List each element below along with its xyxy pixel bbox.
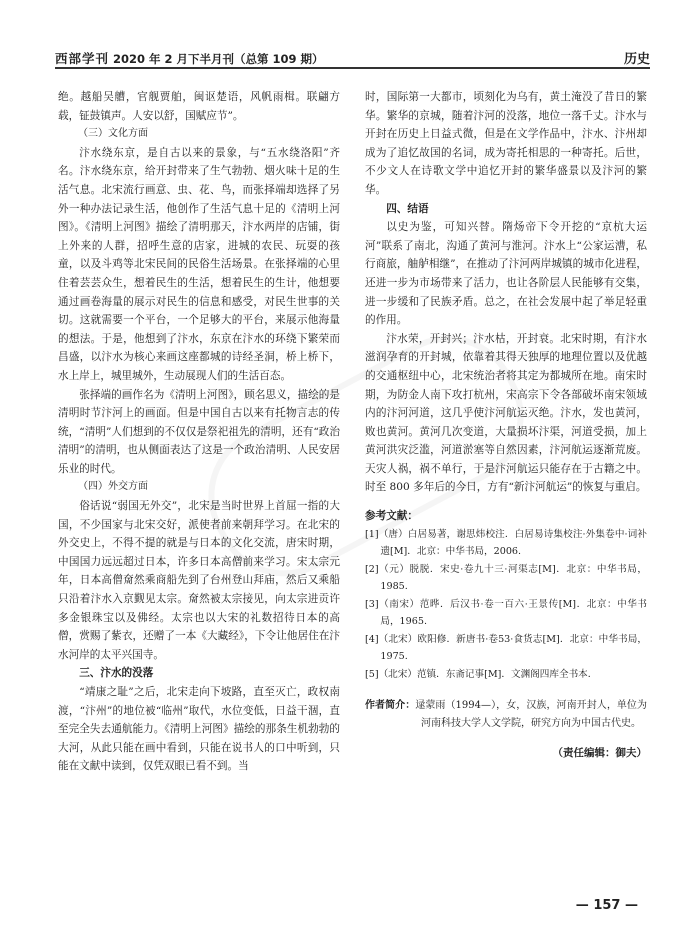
paragraph: “靖康之耻”之后，北宋走向下坡路，直至灭亡，政权南渡，“汴州”的地位被“临州”取代，水位变低，日益干涸，直至完全失去通航能力。《清明上河图》描绘的那条生机勃勃的大河，从此只能在画中看到，只能在说书人的口中听到，只能在文献中读到，仅凭双眼已看不到。当 [58, 686, 340, 773]
reference-item: [1]（唐）白居易著，谢思炜校注．白居易诗集校注·外集卷中·词补遗[M]．北京：中华书局，2006. [365, 528, 647, 558]
paragraph: 张择端的画作名为《清明上河图》，顾名思义，描绘的是清明时节汴河上的画面。但是中国自古以来有托物言志的传统，“清明”人们想到的不仅仅是祭祀祖先的清明，还有“政治清明”的清明，也从侧面表达了这是一个政治清明、人民安居乐业的时代。 [58, 388, 340, 475]
paragraph: 时，国际第一大都市，顷刻化为乌有，黄土淹没了昔日的繁华。繁华的京城，随着汴河的没落，地位一落千丈。汴水与开封在历史上日益式微，但是在文学作品中，汴水、汴州却成为了追忆故国的名词，成为寄托相思的一种寄托。后世，不少文人在诗歌文学中追忆开封的繁华盛景以及汴河的繁华。 [365, 91, 647, 196]
paragraph: 汴水荣，开封兴；汴水枯，开封衰。北宋时期，有汴水滋润孕育的开封城，依靠着其得天独厚的地理位置以及优越的交通枢纽中心，北宋统治者将其定为都城所在地。南宋时期，为防金人南下攻打杭州，宋高宗下令各部破坏南宋领域内的汴河河道，这几乎使汴河航运灭绝。汴水，发也黄河，败也黄河。黄河几次变道，大量损坏汴渠，河道受损，加上黄河洪灾泛滥，河道淤塞等自然因素，汴河航运逐渐荒废。天灾人祸，祸不单行，于是汴河航运只能存在于古籍之中。时至 800 多年后的今日，方有“新汴河航运”的恢复与重启。 [365, 332, 647, 494]
reference-item: [2]（元）脱脱．宋史·卷九十三·河渠志[M]．北京：中华书局，1985. [365, 563, 647, 593]
subheading: （四）外交方面 [78, 481, 148, 493]
reference-item: [3]（南宋）范晔．后汉书·卷一百六·王景传[M]．北京：中华书局，1965. [365, 598, 647, 628]
right-column [365, 88, 647, 763]
editor-credit: （责任编辑：御夫） [552, 747, 647, 760]
paragraph: 以史为鉴，可知兴替。隋炀帝下令开挖的“京杭大运河”联系了南北，沟通了黄河与淮河。汴水上“公家运漕，私行商旅，舳舻相继”，在推动了汴河两岸城镇的城市化进程，还进一步为市场带来了活力，也让各阶层人民能够有交集，进一步缓和了民族矛盾。总之，在社会发展中起了举足轻重的作用。 [365, 221, 647, 327]
journal-name: 西部学刊 [55, 51, 110, 66]
header-rule [55, 67, 650, 69]
author-label: 作者简介： [365, 700, 416, 712]
subheading: （三）文化方面 [78, 128, 148, 140]
author-bio [365, 697, 647, 732]
references-heading: 参考文献： [365, 510, 418, 523]
paragraph: 汴水绕东京，是自古以来的景象，与“五水绕洛阳”齐名。汴水绕东京，给开封带来了生气勃勃、烟火味十足的生活气息。北宋流行画意、虫、花、鸟，而张择端却选择了另外一种办法记录生活，他创作了生活气息十足的《清明上河图》。《清明上河图》描绘了清明那天，汴水两岸的店铺，街上外来的人群，招呼生意的店家，进城的农民、玩耍的孩童，以及斗鸡等北宋民间的民俗生活场景。在张择端的心里住着芸芸众生，想着民生的生活，想着民生的生计，他想要通过画卷海量的展示对民生的信息和感受，对民生世事的关切。这就需要一个平台，一个足够大的平台，来展示他海量的想法。于是，他想到了汴水，东京在汴水的环绕下繁荣而昌盛，以汴水为核心来画这座都城的诗经圣洞，桥上桥下，水上岸上，城里城外，生动展现人们的生活百态。 [58, 146, 340, 382]
section-heading: 三、汴水的没落 [79, 667, 154, 680]
section-label: 历史 [623, 52, 650, 67]
journal-info [55, 49, 324, 67]
page-number: — 157 — [575, 898, 638, 913]
left-column [58, 88, 340, 776]
paragraph: 绝。越船吴艚，官舰贾舶，闽讴楚语，风帆雨楫。联翩方载，钲鼓镇声。人安以舒，国赋应节”。 [58, 91, 340, 122]
paragraph: 俗话说“弱国无外交”，北宋是当时世界上首屈一指的大国，不少国家与北宋交好，派使者前来朝拜学习。在北宋的外交史上，不得不提的就是与日本的文化交流，唐宋时期，中国国力远远超过日本，许多日本高僧前来学习。宋太宗元年，日本高僧奝然乘商船先到了台州登山拜庙，然后又乘船只沿着汴水入京觐见太宗。奝然被太宗接见，向太宗进贡许多金银珠宝以及佛经。太宗也以大宋的礼数招待日本的高僧，赏赐了紫衣，还赠了一本《大藏经》，下令让他居住在汴水河岸的太平兴国寺。 [58, 500, 340, 661]
section-heading: 四、结语 [386, 202, 429, 215]
reference-item: [5]（北宋）范镇．东斋记事[M]．文渊阁四库全书本． [365, 668, 598, 680]
author-text: 逯蒙雨（1994—），女，汉族，河南开封人，单位为河南科技大学人文学院，研究方向为中国古代史。 [415, 700, 647, 729]
reference-item: [4]（北宋）欧阳修．新唐书·卷53·食货志[M]．北京：中华书局，1975. [365, 633, 647, 663]
issue-info: 2020 年 2 月下半月刊（总第 109 期） [113, 52, 324, 66]
right-column-body [365, 88, 647, 683]
running-header [55, 44, 650, 70]
